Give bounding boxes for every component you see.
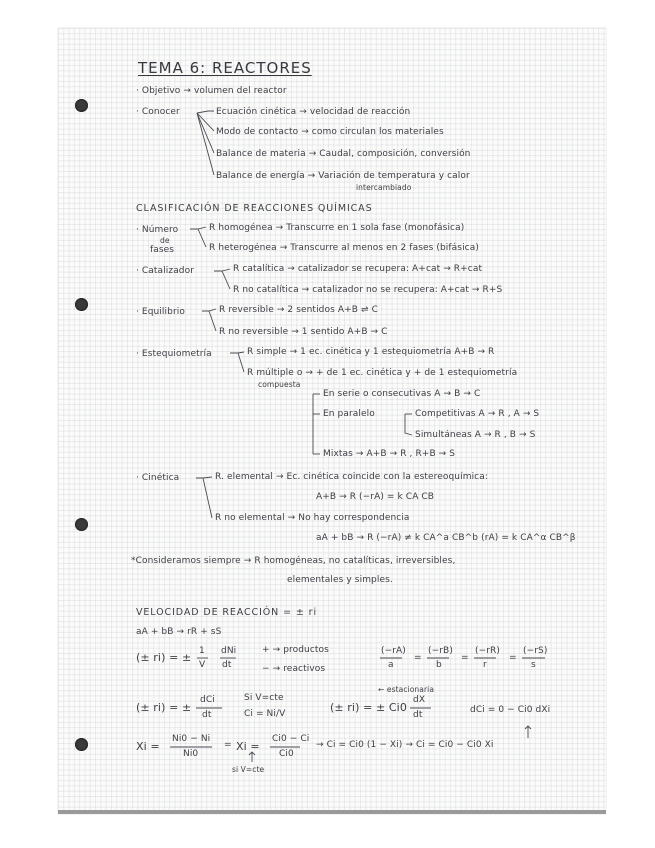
fases-label: fases [150, 245, 175, 255]
frac-num: 1 [199, 646, 205, 656]
esteq-paralelo: En paralelo [323, 409, 375, 419]
cinetica-noelem-eq: aA + bB → R (−rA) ≠ k CA^a CB^b (rA) = k CA^α CB^β [316, 533, 576, 543]
esteq-compuesta: compuesta [258, 380, 301, 389]
section-heading: CLASIFICACIÓN DE REACCIONES QUÍMICAS [136, 203, 373, 214]
ratio-den: s [531, 660, 536, 670]
esteq-serie: En serie o consecutivas A → B → C [323, 389, 481, 399]
conversion-lhs: Xi = [236, 740, 260, 753]
sign-note: + → productos [262, 645, 329, 655]
frac-num: dNi [221, 646, 237, 656]
differential-eq: dCi = 0 − Ci0 dXi [470, 705, 551, 715]
conocer-item-cont: intercambiado [356, 183, 412, 192]
concentration-result: → Ci = Ci0 (1 − Xi) → Ci = Ci0 − Ci0 Xi [316, 740, 494, 750]
ratio-num: (−rS) [523, 646, 548, 656]
frac-den: Ci0 [279, 749, 294, 759]
fases-label: de [160, 236, 170, 245]
cinetica-noelem: R no elemental → No hay correspondencia [215, 513, 410, 523]
esteq-mixtas: Mixtas → A+B → R , R+B → S [323, 449, 456, 459]
condition-note: Si V=cte [244, 693, 284, 703]
catalizador-cat: R catalítica → catalizador se recupera: A+cat → R+cat [233, 264, 483, 274]
cinetica-elem-eq: A+B → R (−rA) = k CA CB [316, 492, 435, 502]
section-heading: VELOCIDAD DE REACCIÓN = ± ri [136, 607, 317, 618]
esteq-competitivas: Competitivas A → R , A → S [415, 409, 540, 419]
reaction-equation: aA + bB → rR + sS [136, 627, 222, 637]
cinetica-label: · Cinética [136, 473, 180, 483]
ratio-den: r [483, 660, 487, 670]
condition-note: Ci = Ni/V [244, 709, 286, 719]
conocer-label: · Conocer [136, 107, 180, 117]
conversion-lhs: Xi = [136, 740, 160, 753]
conocer-item: Balance de materia → Caudal, composición, conversión [216, 149, 471, 159]
frac-den: dt [413, 710, 423, 720]
rate-lhs: (± ri) = ± Ci0 [330, 701, 407, 714]
objetivo-line: · Objetivo → volumen del reactor [136, 86, 287, 96]
cinetica-elem: R. elemental → Ec. cinética coincide con la estereoquímica: [215, 472, 488, 482]
frac-num: Ni0 − Ni [172, 734, 211, 744]
ratio-den: b [436, 660, 442, 670]
ratio-den: a [388, 660, 394, 670]
frac-num: dCi [200, 695, 215, 705]
condition-note: si V=cte [232, 765, 265, 774]
frac-den: dt [202, 710, 212, 720]
esteq-simple: R simple → 1 ec. cinética y 1 estequiometría A+B → R [247, 347, 495, 357]
equilibrio-label: · Equilibrio [136, 307, 185, 317]
page-title: TEMA 6: REACTORES [138, 59, 312, 77]
frac-den: Ni0 [183, 749, 199, 759]
ratio-num: (−rR) [475, 646, 501, 656]
conocer-item: Balance de energía → Variación de temperatura y calor [216, 171, 470, 181]
equals: = [414, 653, 422, 663]
margin-note: ← estacionaria [378, 685, 435, 694]
fases-hom: R homogénea → Transcurre en 1 sola fase (monofásica) [209, 223, 465, 233]
equals: = [509, 653, 517, 663]
esteq-simultaneas: Simultáneas A → R , B → S [415, 430, 536, 440]
consideramos-line: *Consideramos siempre → R homogéneas, no catalíticas, irreversibles, [131, 556, 456, 566]
conocer-item: Modo de contacto → como circulan los materiales [216, 127, 444, 137]
consideramos-line: elementales y simples. [287, 575, 393, 585]
rate-lhs: (± ri) = ± [136, 651, 192, 664]
ratio-num: (−rB) [428, 646, 453, 656]
esteq-multiple: R múltiple o → + de 1 ec. cinética y + de 1 estequiometría [247, 368, 518, 378]
frac-num: Ci0 − Ci [272, 734, 310, 744]
ratio-num: (−rA) [381, 646, 406, 656]
frac-den: V [199, 660, 206, 670]
catalizador-label: · Catalizador [136, 266, 195, 276]
frac-den: dt [222, 660, 232, 670]
frac-num: dX [413, 695, 426, 705]
esteq-label: · Estequiometría [136, 349, 212, 359]
sign-note: − → reactivos [262, 664, 326, 674]
catalizador-nocat: R no catalítica → catalizador no se recupera: A+cat → R+S [233, 285, 503, 295]
equilibrio-irr: R no reversible → 1 sentido A+B → C [219, 327, 388, 337]
equals: = [461, 653, 469, 663]
conocer-item: Ecuación cinética → velocidad de reacción [216, 107, 411, 117]
equilibrio-rev: R reversible → 2 sentidos A+B ⇌ C [219, 305, 378, 315]
rate-lhs: (± ri) = ± [136, 701, 192, 714]
equals: = [224, 740, 232, 750]
fases-het: R heterogénea → Transcurre al menos en 2 fases (bifásica) [209, 243, 479, 253]
fases-label: · Número [136, 225, 179, 235]
